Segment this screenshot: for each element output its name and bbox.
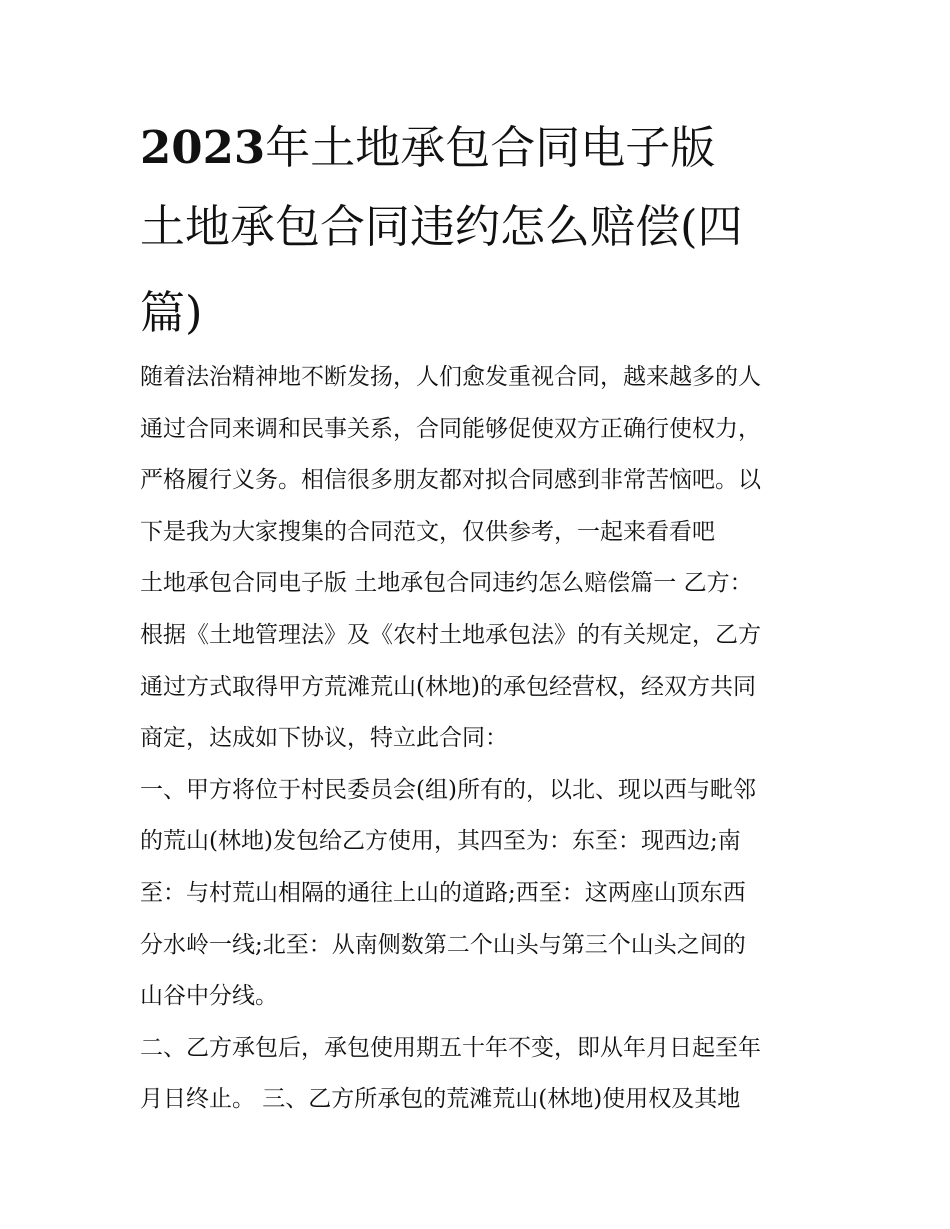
body-line: 严格履行义务。相信很多朋友都对拟合同感到非常苦恼吧。以 [140, 467, 761, 494]
body-line: 随着法治精神地不断发扬，人们愈发重视合同，越来越多的人 [140, 364, 761, 390]
title-year: 2023 [140, 121, 266, 174]
body-line: 二、乙方承包后，承包使用期五十年不变，即从年月日起至年 [140, 1034, 761, 1061]
title-line-1 [140, 112, 830, 184]
body-line: 根据《土地管理法》及《农村土地承包法》的有关规定，乙方 [140, 621, 761, 648]
title-line-2-text: 土地承包合同违约怎么赔偿(四 [140, 200, 743, 253]
title-line-3 [140, 270, 830, 356]
body-line: 通过合同来调和民事关系，合同能够促使双方正确行使权力， [140, 415, 761, 442]
body-line: 分水岭一线;北至：从南侧数第二个山头与第三个山头之间的 [140, 931, 746, 958]
title-line-2 [140, 184, 830, 270]
body-line: 下是我为大家搜集的合同范文，仅供参考，一起来看看吧 [140, 518, 715, 545]
body-line: 的荒山(林地)发包给乙方使用，其四至为：东至：现西边;南 [140, 828, 741, 855]
body-line: 通过方式取得甲方荒滩荒山(林地)的承包经营权，经双方共同 [140, 673, 756, 700]
title-line-1-text: 年土地承包合同电子版 [265, 121, 716, 174]
title-line-3-text: 篇) [140, 286, 203, 339]
body-line: 一、甲方将位于村民委员会(组)所有的，以北、现以西与毗邻 [140, 776, 756, 803]
body-line: 土地承包合同电子版 土地承包合同违约怎么赔偿篇一 乙方： [140, 570, 753, 597]
body-line: 至：与村荒山相隔的通往上山的道路;西至：这两座山顶东西 [140, 879, 746, 906]
body-line: 山谷中分线。 [140, 983, 278, 1010]
body-line: 商定，达成如下协议，特立此合同： [140, 725, 508, 752]
document-body [140, 352, 830, 1126]
body-line: 月日终止。 三、乙方所承包的荒滩荒山(林地)使用权及其地 [140, 1086, 741, 1113]
document-title [140, 112, 830, 356]
